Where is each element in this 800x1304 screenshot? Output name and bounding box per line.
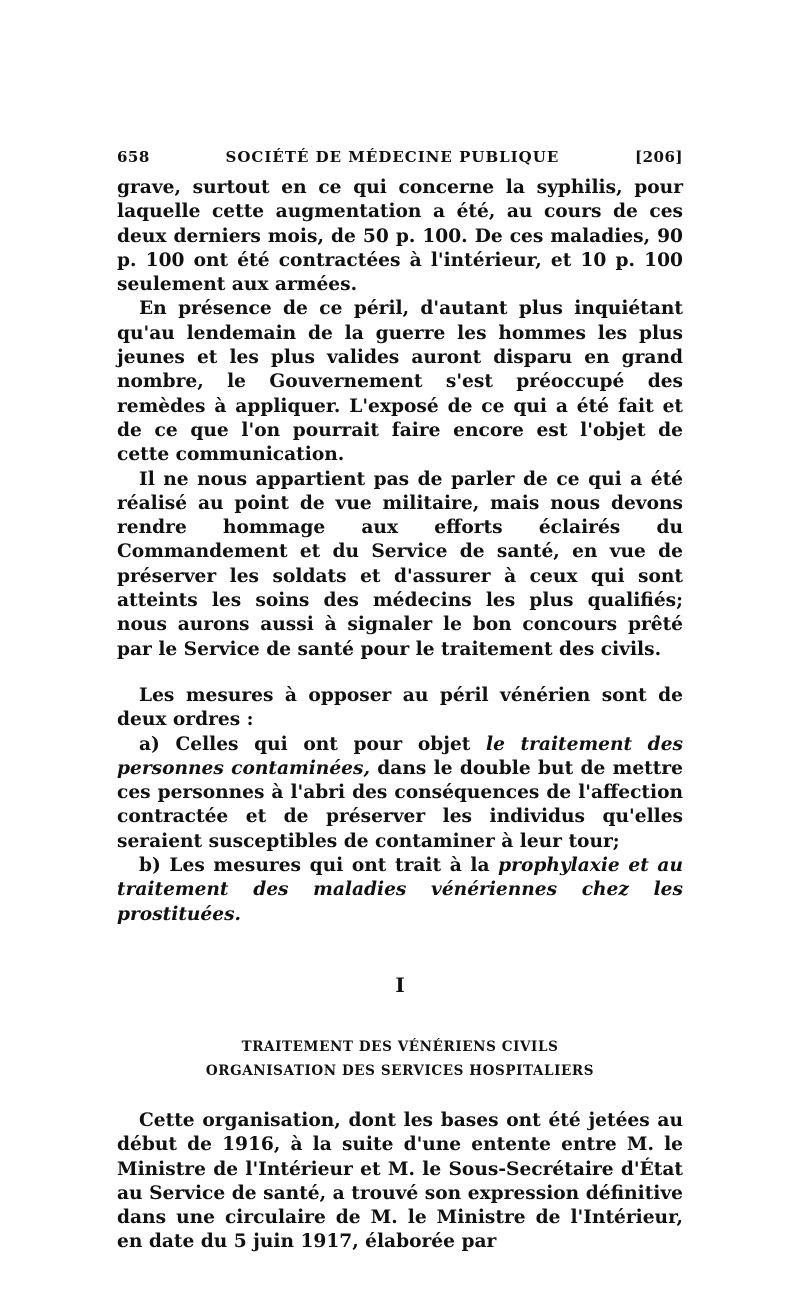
paragraph-2: En présence de ce péril, d'autant plus inquiétant qu'au lendemain de la guerre les hommes les plus jeunes et les plus valides auront disparu en grand nombre, le Gouvernement s'est préoccupé des remèdes à appliquer. L'exposé de ce qui a été fait et de ce que l'on pourrait faire encore est l'objet de cette communication. — [117, 298, 683, 466]
paragraph-5 — [117, 733, 683, 854]
page-number: 658 — [117, 148, 150, 166]
paragraph-7: Cette organisation, dont les bases ont été jetées au début de 1916, à la suite d'une entente entre M. le Ministre de l'Intérieur et M. le Sous-Secrétaire d'État au Service de santé, a trouvé son expression définitive dans une circulaire de M. le Ministre de l'Intérieur, en date du 5 juin 1917, élaborée par — [117, 1109, 683, 1253]
paragraph-6-italic: prophylaxie et au traitement des maladies vénériennes chez les prostituées. — [117, 855, 683, 925]
paragraph-1: grave, surtout en ce qui concerne la syphilis, pour laquelle cette augmentation a été, au cours de ces deux derniers mois, de 50 p. 100. De ces maladies, 90 p. 100 ont été contractées à l'intérieur, et 10 p. 100 seulement aux armées. — [117, 177, 683, 296]
document-page — [117, 148, 683, 1255]
paragraph-5-prefix: a) Celles qui ont pour objet — [139, 733, 487, 755]
spacer — [117, 927, 683, 973]
body-text-2 — [117, 1109, 683, 1255]
spacer — [117, 1083, 683, 1109]
paragraph-6 — [117, 854, 683, 927]
spacer — [117, 997, 683, 1035]
paragraph-3: Il ne nous appartient pas de parler de ce qui a été réalisé au point de vue militaire, mais nous devons rendre hommage aux efforts éclairés du Commandement et du Service de santé, en vue de préserver les soldats et d'assurer à ceux qui sont atteints les soins des médecins les plus qualifiés; nous aurons aussi à signaler le bon concours prêté par le Service de santé pour le traitement des civils. — [117, 468, 683, 660]
paragraph-4: Les mesures à opposer au péril vénérien sont de deux ordres : — [117, 684, 683, 731]
running-title: SOCIÉTÉ DE MÉDECINE PUBLIQUE — [225, 148, 560, 166]
paragraph-5-italic: le traitement des personnes contaminées, — [117, 733, 683, 779]
section-title-line-2: ORGANISATION DES SERVICES HOSPITALIERS — [205, 1062, 595, 1079]
section-numeral: I — [395, 972, 405, 997]
body-text — [117, 176, 683, 927]
bracket-page-number: [206] — [634, 148, 683, 166]
spacer — [117, 662, 683, 684]
section-title-line-1: TRAITEMENT DES VÉNÉRIENS CIVILS — [241, 1038, 559, 1055]
paragraph-5-suffix: dans le double but de mettre ces personnes à l'abri des conséquences de l'affection contractée et de préserver les individus qu'elles seraient susceptibles de contaminer à leur tour; — [117, 757, 683, 852]
running-head — [117, 148, 683, 176]
paragraph-6-prefix: b) Les mesures qui ont trait à la — [139, 855, 499, 877]
